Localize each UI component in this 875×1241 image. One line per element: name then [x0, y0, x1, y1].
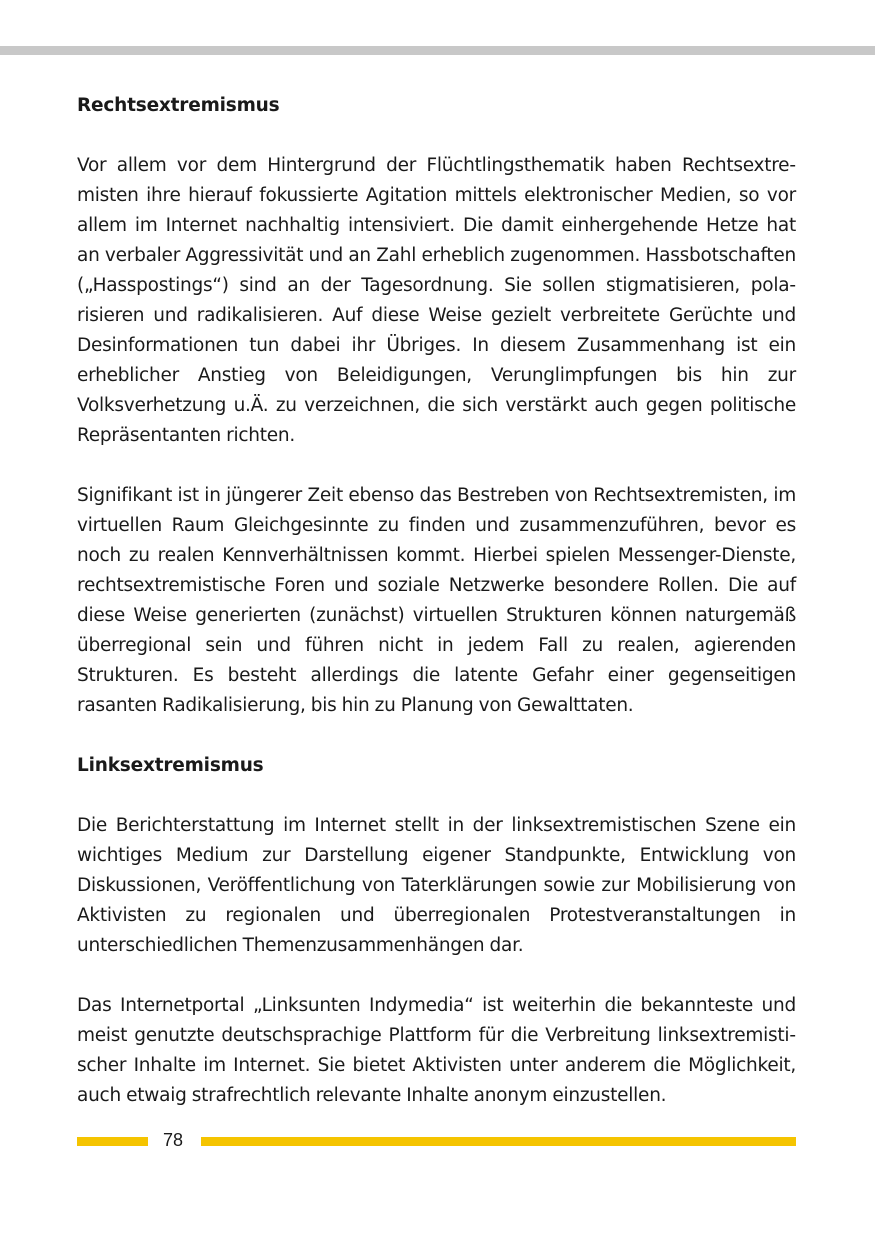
top-rule: [0, 46, 875, 55]
paragraph: Die Berichterstattung im Internet stellt in der linksextremistischen Szene ein wichtiges Medium zur Darstellung eigener Standpunkte, Entwicklung von Diskussionen, Veröffentlichung von Taterklärungen sowie zur Mobilisierung von Aktivisten zu regionalen und überregionalen Protestveranstaltungen in unterschiedlichen Themenzusammenhängen dar.: [77, 815, 796, 956]
section-heading: Linksextremismus: [77, 755, 264, 776]
paragraph: Signifikant ist in jüngerer Zeit ebenso das Bestreben von Rechtsextremisten, im virtuellen Raum Gleichgesinnte zu finden und zusammenzuführen, bevor es noch zu realen Kennverhältnissen kommt. Hierbei spielen Messenger-Dienste, rechtsextremistische Foren und soziale Netzwerke besondere Rollen. Die auf diese Weise generierten (zunächst) virtuellen Strukturen können naturgemäß überregional sein und führen nicht in jedem Fall zu realen, agierenden Strukturen. Es besteht allerdings die latente Gefahr einer gegenseitigen rasanten Radikalisierung, bis hin zu Planung von Gewalttaten.: [77, 485, 796, 716]
section-heading: Rechtsextremismus: [77, 95, 280, 116]
footer-accent-bar-left: [77, 1137, 148, 1146]
document-body: [77, 91, 796, 1141]
page-number: 78: [162, 1130, 184, 1150]
paragraph: Das Internetportal „Linksunten Indymedia“ ist weiterhin die bekannteste und meist genutzte deutschsprachige Plattform für die Verbreitung linksextremistischer Inhalte im Internet. Sie bietet Aktivisten unter anderem die Möglichkeit, auch etwaig strafrechtlich relevante Inhalte anonym einzustellen.: [77, 995, 796, 1106]
footer-accent-bar-right: [201, 1137, 796, 1146]
section-rechtsextremismus: [77, 91, 796, 721]
paragraph: Vor allem vor dem Hintergrund der Flüchtlingsthematik haben Rechtsextremisten ihre hierauf fokussierte Agitation mittels elektronischer Medien, so vor allem im Internet nachhaltig intensiviert. Die damit einhergehende Hetze hat an verbaler Aggressivität und an Zahl erheblich zugenommen. Hassbotschaften („Hasspostings“) sind an der Tagesordnung. Sie sollen stigmatisieren, polarisieren und radikalisieren. Auf diese Weise gezielt verbreitete Gerüchte und Desinformationen tun dabei ihr Übriges. In diesem Zusammenhang ist ein erheblicher Anstieg von Beleidigungen, Verunglimpfungen bis hin zur Volksverhetzung u.Ä. zu verzeichnen, die sich verstärkt auch gegen politische Repräsentanten richten.: [77, 155, 796, 446]
section-linksextremismus: [77, 751, 796, 1111]
page-footer: [77, 1126, 796, 1156]
